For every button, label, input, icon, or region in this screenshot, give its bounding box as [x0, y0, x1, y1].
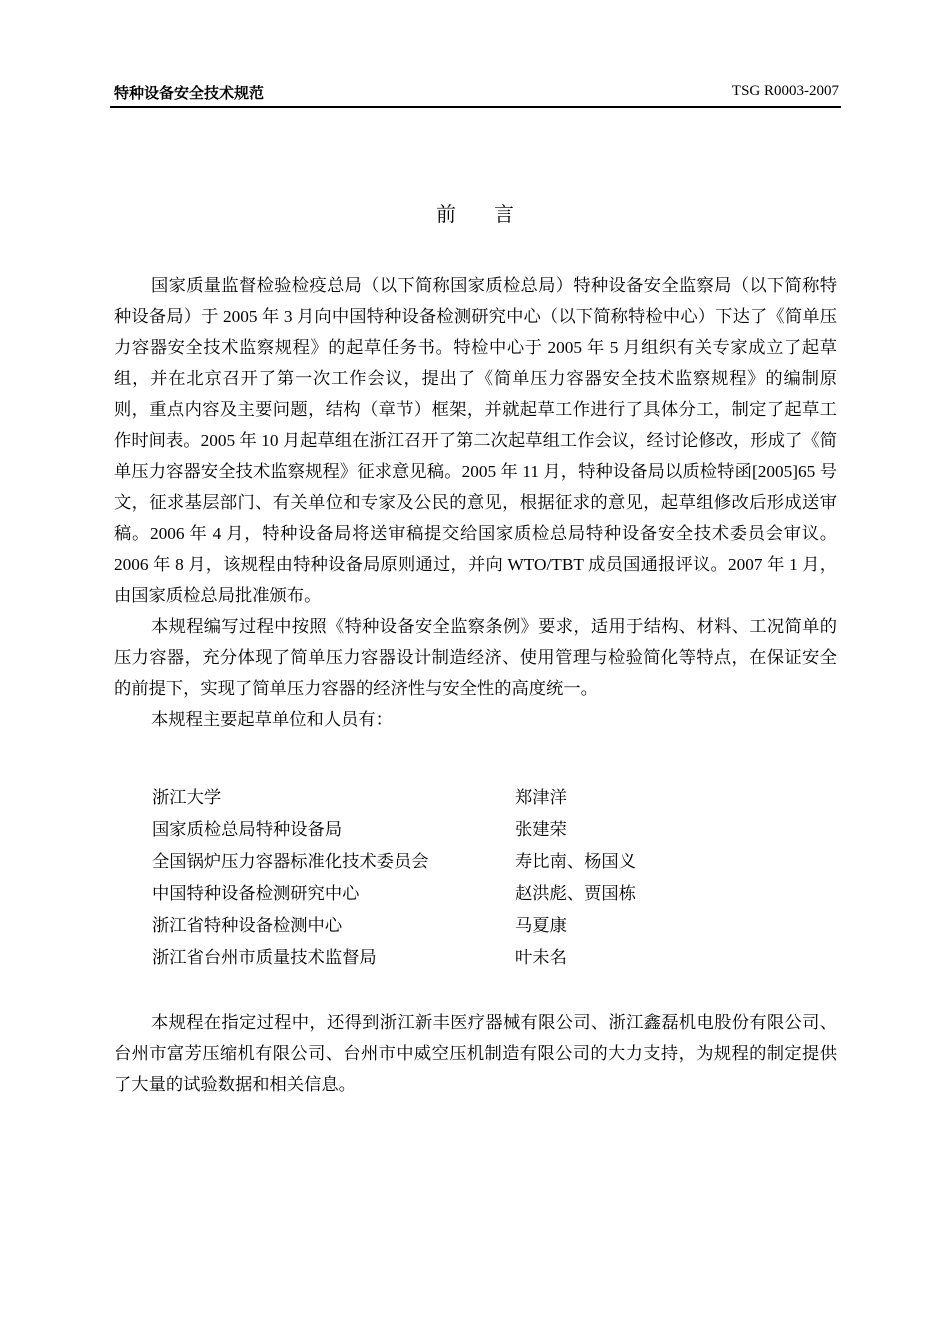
unit-people: 赵洪彪、贾国栋 — [515, 884, 636, 903]
unit-people: 叶未名 — [515, 948, 567, 967]
foreword-body — [114, 270, 837, 735]
unit-people: 张建荣 — [515, 820, 567, 839]
list-item — [152, 879, 712, 911]
paragraph-acknowledgement: 本规程在指定过程中，还得到浙江新丰医疗器械有限公司、浙江鑫磊机电股份有限公司、台州市富芳压缩机有限公司、台州市中威空压机制造有限公司的大力支持，为规程的制定提供了大量的试验数据和相关信息。 — [114, 1013, 837, 1094]
closing-section — [114, 1007, 837, 1100]
unit-name: 浙江省特种设备检测中心 — [152, 916, 343, 935]
unit-people: 马夏康 — [515, 916, 567, 935]
unit-name: 浙江大学 — [152, 788, 222, 807]
page-title: 前言 — [436, 202, 552, 226]
unit-people: 寿比南、杨国义 — [515, 852, 636, 871]
header-series-title: 特种设备安全技术规范 — [114, 84, 265, 102]
list-item — [152, 783, 712, 815]
drafting-units-list — [152, 783, 712, 975]
paragraph-units-intro: 本规程主要起草单位和人员有： — [151, 710, 393, 729]
list-item — [152, 847, 712, 879]
paragraph-purpose: 本规程编写过程中按照《特种设备安全监察条例》要求，适用于结构、材料、工况简单的压力容器，充分体现了简单压力容器设计制造经济、使用管理与检验简化等特点，在保证安全的前提下，实现了简单压力容器的经济性与安全性的高度统一。 — [114, 617, 837, 698]
unit-name: 全国锅炉压力容器标准化技术委员会 — [152, 852, 429, 871]
list-item — [152, 911, 712, 943]
unit-name: 浙江省台州市质量技术监督局 — [152, 948, 377, 967]
list-item — [152, 943, 712, 975]
unit-people: 郑津洋 — [515, 788, 567, 807]
unit-name: 国家质检总局特种设备局 — [152, 820, 343, 839]
running-header — [110, 78, 841, 108]
paragraph-drafting-history: 国家质量监督检验检疫总局（以下简称国家质检总局）特种设备安全监察局（以下简称特种设备局）于 2005 年 3 月向中国特种设备检测研究中心（以下简称特检中心）下达了《简单压力容器安全技术监察规程》的起草任务书。特检中心于 2005 年 5 月组织有关专家成立了起草组，并在北京召开了第一次工作会议，提出了《简单压力容器安全技术监察规程》的编制原则，重点内容及主要问题，结构（章节）框架，并就起草工作进行了具体分工，制定了起草工作时间表。2005 年 10 月起草组在浙江召开了第二次起草组工作会议，经讨论修改，形成了《简单压力容器安全技术监察规程》征求意见稿。2005 年 11 月，特种设备局以质检特函[2005]65 号文，征求基层部门、有关单位和专家及公民的意见，根据征求的意见，起草组修改后形成送审稿。2006 年 4 月，特种设备局将送审稿提交给国家质检总局特种设备安全技术委员会审议。2006 年 8 月，该规程由特种设备局原则通过，并向 WTO/TBT 成员国通报评议。2007 年 1 月，由国家质检总局批准颁布。 — [114, 276, 837, 605]
list-item — [152, 815, 712, 847]
header-standard-number: TSG R0003-2007 — [731, 83, 839, 99]
unit-name: 中国特种设备检测研究中心 — [152, 884, 360, 903]
